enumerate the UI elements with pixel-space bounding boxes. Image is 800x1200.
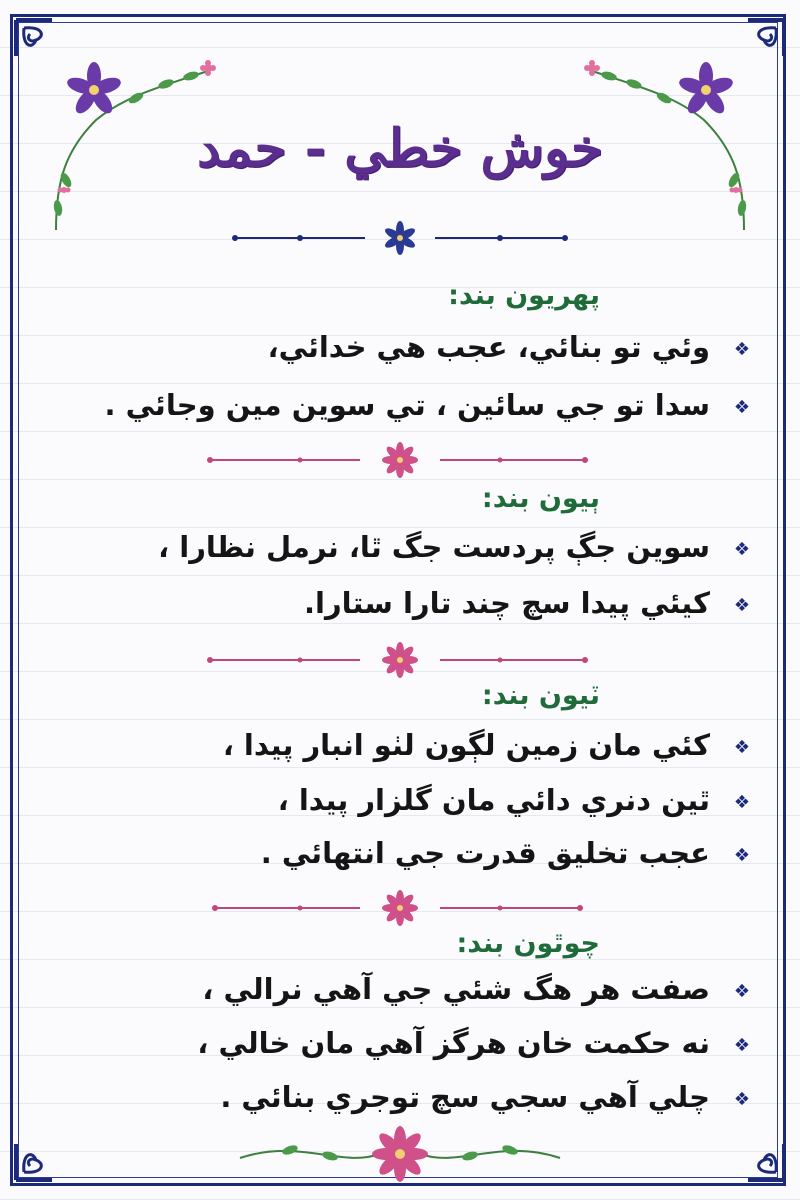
bullet-diamond-icon: ❖ bbox=[733, 538, 750, 560]
bullet-diamond-icon: ❖ bbox=[733, 396, 750, 418]
section-divider bbox=[0, 888, 800, 928]
flower-icon bbox=[382, 642, 418, 678]
flower-icon bbox=[372, 1126, 428, 1182]
bullet-diamond-icon: ❖ bbox=[733, 1034, 750, 1056]
verse-line: ❖ٿين دنري دائي مان گلزار پيدا ، bbox=[277, 783, 750, 817]
verse-line: ❖عجب تخليق قدرت جي انتهائي . bbox=[260, 836, 750, 870]
flower-icon bbox=[65, 62, 123, 117]
verse-line: ❖صفت هر هگ شئي جي آهي نرالي ، bbox=[202, 972, 750, 1006]
section-divider bbox=[0, 640, 800, 680]
section-divider bbox=[0, 440, 800, 480]
flower-icon bbox=[383, 221, 416, 255]
verse-line: ❖کئي مان زمين لڳون لٺو انبار پيدا ، bbox=[222, 728, 750, 762]
bullet-diamond-icon: ❖ bbox=[733, 338, 750, 360]
title-divider bbox=[0, 218, 800, 258]
verse-line: ❖نه حکمت خان هرگز آهي مان خالي ، bbox=[197, 1026, 750, 1060]
verse-line: ❖سوين جڳ پردست جگ ٿا، نرمل نظارا ، bbox=[158, 530, 750, 564]
verse-line: ❖سدا تو جي سائين ، تي سوين مين وجائي . bbox=[104, 388, 750, 422]
flower-icon bbox=[382, 442, 418, 478]
section-heading: ٽيون بند: bbox=[481, 680, 600, 711]
bullet-diamond-icon: ❖ bbox=[733, 736, 750, 758]
bullet-diamond-icon: ❖ bbox=[733, 980, 750, 1002]
bullet-diamond-icon: ❖ bbox=[733, 1088, 750, 1110]
section-heading: چوٿون بند: bbox=[456, 928, 600, 959]
page-title: خوش خطي - حمد bbox=[196, 118, 604, 179]
bullet-diamond-icon: ❖ bbox=[733, 791, 750, 813]
flower-icon bbox=[382, 890, 418, 926]
section-heading: پهريون بند: bbox=[448, 280, 600, 311]
section-heading: ٻيون بند: bbox=[481, 483, 600, 514]
verse-line: ❖چلي آهي سجي سچ توجري بنائي . bbox=[220, 1080, 750, 1114]
verse-line: ❖وئي تو بنائي، عجب هي خدائي، bbox=[267, 330, 750, 364]
bullet-diamond-icon: ❖ bbox=[733, 594, 750, 616]
bullet-diamond-icon: ❖ bbox=[733, 844, 750, 866]
verse-line: ❖کيئي پيدا سچ چند تارا ستارا. bbox=[304, 586, 750, 620]
bottom-ornament bbox=[0, 1118, 800, 1182]
